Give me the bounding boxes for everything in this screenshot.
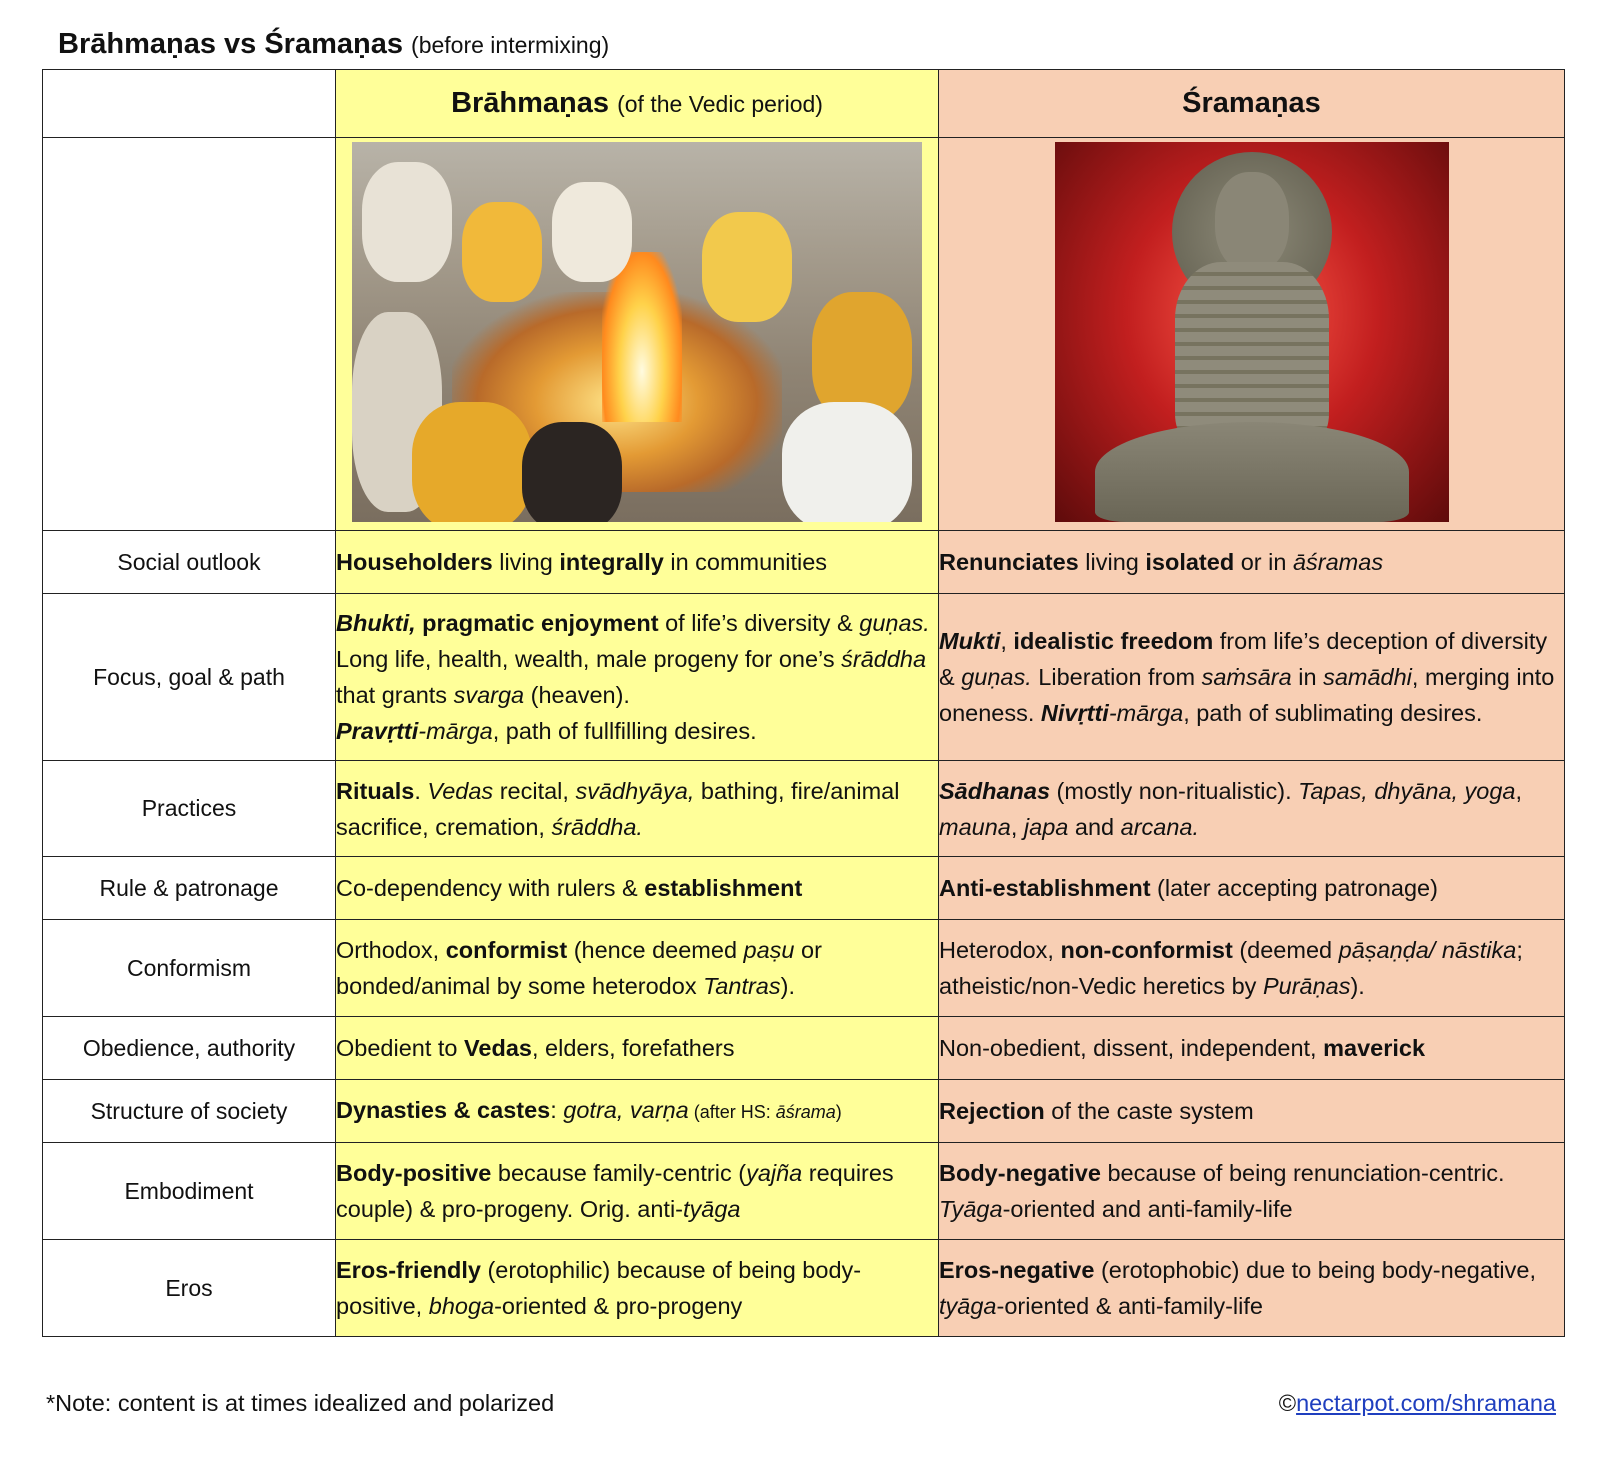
row-social-outlook: [43, 531, 1565, 594]
brahmanas-cell: Body-positive because family-centric (yajña requires couple) & pro-progeny. Orig. anti-tyāga: [336, 1143, 939, 1240]
row-label: Eros: [43, 1240, 336, 1337]
brahmanas-cell: Dynasties & castes: gotra, varṇa (after HS: āśrama): [336, 1080, 939, 1143]
row-label: Focus, goal & path: [43, 594, 336, 761]
brahmanas-cell: Obedient to Vedas, elders, forefathers: [336, 1017, 939, 1080]
footnote: *Note: content is at times idealized and polarized: [46, 1390, 555, 1416]
sramanas-cell: Eros-negative (erotophobic) due to being body-negative, tyāga-oriented & anti-family-life: [939, 1240, 1565, 1337]
row-label: Practices: [43, 761, 336, 857]
row-label: Obedience, authority: [43, 1017, 336, 1080]
sramanas-cell: Heterodox, non-conformist (deemed pāṣaṇḍa/ nāstika; atheistic/non-Vedic heretics by Purāṇas).: [939, 920, 1565, 1017]
title-sub: (before intermixing): [411, 32, 610, 58]
row-label: Structure of society: [43, 1080, 336, 1143]
header-brahmanas: [336, 70, 939, 138]
row-obedience-authority: [43, 1017, 1565, 1080]
row-label: Embodiment: [43, 1143, 336, 1240]
header-sramanas: Śramaṇas: [939, 70, 1565, 138]
row-structure-of-society: [43, 1080, 1565, 1143]
sramanas-image-cell: [939, 138, 1565, 531]
brahmanas-cell: Eros-friendly (erotophilic) because of being body-positive, bhoga-oriented & pro-progeny: [336, 1240, 939, 1337]
comparison-table: [42, 69, 1565, 1337]
sramanas-cell: Body-negative because of being renunciation-centric. Tyāga-oriented and anti-family-life: [939, 1143, 1565, 1240]
brahmanas-cell: Orthodox, conformist (hence deemed paṣu or bonded/animal by some heterodox Tantras).: [336, 920, 939, 1017]
sramanas-cell: Rejection of the caste system: [939, 1080, 1565, 1143]
sramanas-cell: Sādhanas (mostly non-ritualistic). Tapas, dhyāna, yoga, mauna, japa and arcana.: [939, 761, 1565, 857]
sramanas-cell: Mukti, idealistic freedom from life’s deception of diversity & guṇas. Liberation from saṁsāra in samādhi, merging into oneness. Nivṛtti-mārga, path of sublimating desires.: [939, 594, 1565, 761]
header-row: [43, 70, 1565, 138]
fasting-buddha-image: [1055, 142, 1449, 522]
image-row: [43, 138, 1565, 531]
image-label-cell: [43, 138, 336, 531]
brahmanas-cell: Rituals. Vedas recital, svādhyāya, bathing, fire/animal sacrifice, cremation, śrāddha.: [336, 761, 939, 857]
source-link[interactable]: nectarpot.com/shramana: [1296, 1390, 1556, 1416]
brahmanas-cell: Bhukti, pragmatic enjoyment of life’s diversity & guṇas. Long life, health, wealth, male progeny for one’s śrāddha that grants svarga (heaven). Pravṛtti-mārga, path of fullfilling desires.: [336, 594, 939, 761]
row-label: Conformism: [43, 920, 336, 1017]
brahmanas-image-cell: [336, 138, 939, 531]
row-embodiment: [43, 1143, 1565, 1240]
row-practices: [43, 761, 1565, 857]
copyright-symbol: ©: [1278, 1390, 1297, 1416]
row-eros: [43, 1240, 1565, 1337]
brahmanas-cell: Co-dependency with rulers & establishment: [336, 857, 939, 920]
sramanas-cell: Anti-establishment (later accepting patronage): [939, 857, 1565, 920]
fire-ritual-image: [352, 142, 922, 522]
header-brahmanas-title: Brāhmaṇas: [451, 87, 610, 119]
brahmanas-cell: Householders living integrally in communities: [336, 531, 939, 594]
title-main: Brāhmaṇas vs Śramaṇas: [58, 28, 403, 60]
row-label: Rule & patronage: [43, 857, 336, 920]
header-brahmanas-sub: (of the Vedic period): [617, 91, 823, 117]
sramanas-cell: Renunciates living isolated or in āśramas: [939, 531, 1565, 594]
row-label: Social outlook: [43, 531, 336, 594]
row-focus-goal-path: [43, 594, 1565, 761]
row-rule-patronage: [43, 857, 1565, 920]
row-conformism: [43, 920, 1565, 1017]
credit: [1279, 1390, 1556, 1417]
sramanas-cell: Non-obedient, dissent, independent, maverick: [939, 1017, 1565, 1080]
header-empty-cell: [43, 70, 336, 138]
page-title: [58, 28, 609, 61]
